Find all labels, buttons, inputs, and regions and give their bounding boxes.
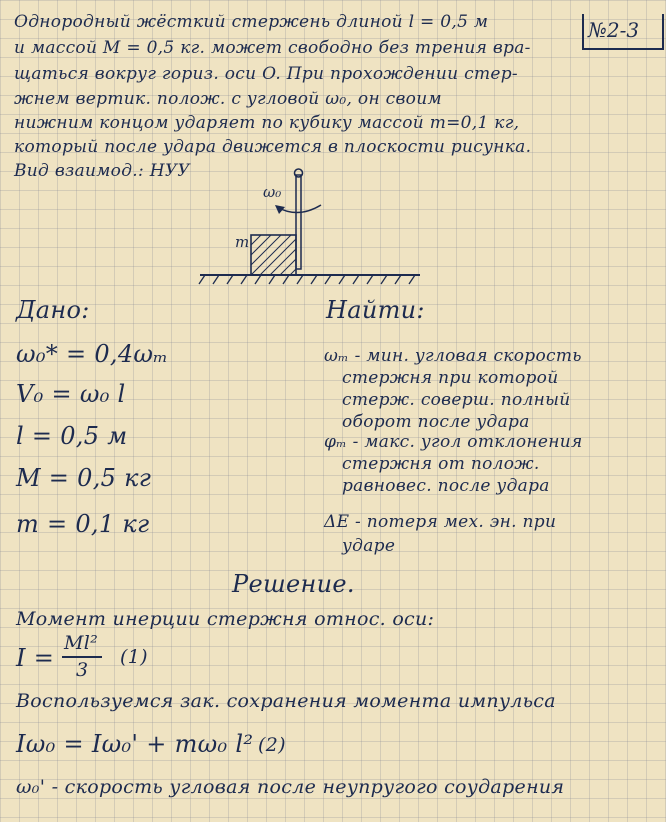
problem-line: Однородный жёсткий стержень длиной l = 0,5 м [14,12,489,32]
page-number: №2-3 [588,18,640,42]
problem-line: и массой M = 0,5 кг. может свободно без трения вра- [14,38,531,58]
given-heading: Дано: [16,296,90,324]
rod-diagram [195,165,425,300]
page-number-box [582,14,664,50]
problem-line: который после удара движется в плоскости рисунка. [14,137,532,157]
find-line: φₘ - макс. угол отклонения [324,432,583,452]
find-line: стерж. соверш. полный [342,390,571,410]
given-item: l = 0,5 м [16,422,128,450]
problem-line: жнем вертик. полож. с угловой ω₀, он своим [14,89,442,109]
problem-line: нижним концом ударяет по кубику массой m=0,1 кг, [14,113,520,133]
eq1-numerator: Ml² [64,632,99,654]
find-heading: Найти: [326,296,425,324]
find-line: ударе [342,536,396,556]
solution-heading: Решение. [232,570,355,598]
conservation-text: Воспользуемся зак. сохранения момента импульса [16,690,556,712]
eq2-tag: (2) [258,734,286,756]
note-text: ω₀' - скорость угловая после неупругого соударения [16,776,565,798]
mass-label: m [235,233,250,251]
find-line: стержня при которой [342,368,559,388]
find-line: ΔE - потеря мех. эн. при [324,512,557,532]
eq1-lhs: I = [16,644,55,672]
find-line: ωₘ - мин. угловая скорость [324,346,582,366]
equation-1 [16,632,236,680]
equation-2: Iω₀ = Iω₀' + mω₀ l² [16,730,254,758]
rod [296,175,301,269]
problem-line: Вид взаимод.: НУУ [14,161,191,181]
fraction-bar [62,656,102,658]
pivot-axis [295,169,303,177]
cube [251,235,296,275]
eq1-tag: (1) [120,646,148,668]
find-line: равновес. после удара [342,476,550,496]
given-item: M = 0,5 кг [16,464,152,492]
given-item: m = 0,1 кг [16,510,150,538]
inertia-text: Момент инерции стержня относ. оси: [16,608,435,630]
eq1-denominator: 3 [76,659,89,681]
omega-label: ω₀ [263,183,282,201]
given-item: ω₀* = 0,4ωₘ [16,340,169,368]
problem-line: щаться вокруг гориз. оси O. При прохождении стер- [14,64,518,84]
find-line: оборот после удара [342,412,530,432]
find-line: стержня от полож. [342,454,540,474]
given-item: V₀ = ω₀ l [16,380,126,408]
